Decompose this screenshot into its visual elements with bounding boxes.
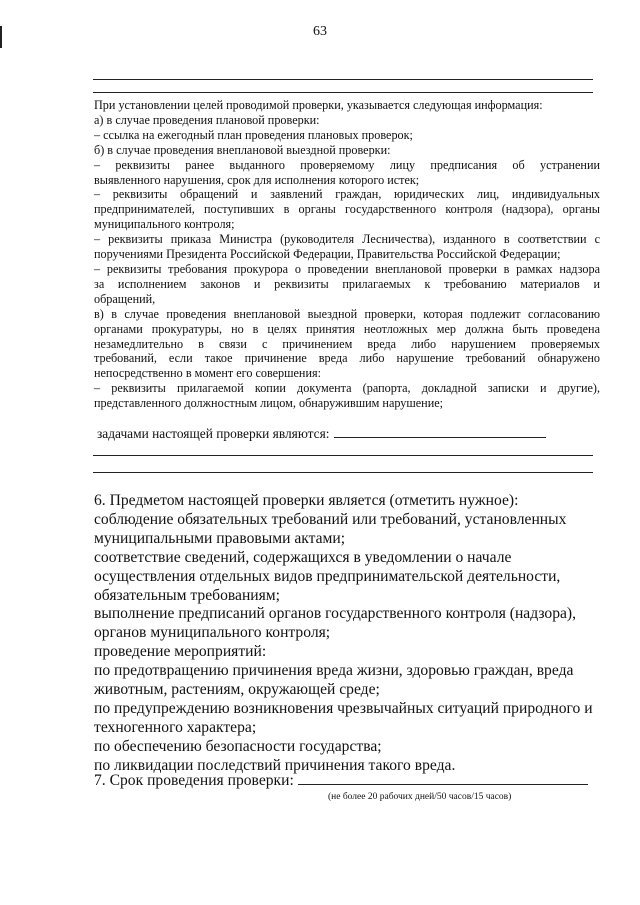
section-6-line: обязательным требованиям; xyxy=(94,586,281,604)
intro-line: – реквизиты требования прокурора о проведении внеплановой проверки в рамках надзора xyxy=(94,261,600,276)
section-6-option[interactable]: по предотвращению причинения вреда жизни, здоровью граждан, вреда xyxy=(94,662,574,680)
tasks-blank-field[interactable] xyxy=(334,426,546,438)
section-6-subject xyxy=(94,492,594,776)
intro-line: При установлении целей проводимой проверки, указывается следующая информация: xyxy=(94,98,543,112)
intro-line: – реквизиты ранее выданного проверяемому лицу предписания об устранении xyxy=(94,157,600,172)
goals-info-block xyxy=(94,98,600,411)
intro-line: органами прокуратуры, но в целях принятия неотложных мер должна быть проведена xyxy=(94,321,600,336)
section-6-option[interactable]: по ликвидации последствий причинения такого вреда. xyxy=(94,756,456,774)
section-6-option[interactable]: соблюдение обязательных требований или требований, установленных xyxy=(94,510,567,528)
tasks-blank-line-1[interactable] xyxy=(93,455,593,456)
intro-line: выявленного нарушения, срок для исполнения которого истек; xyxy=(94,172,420,187)
intro-line: незамедлительно в связи с причинением вреда либо нарушением проверяемых xyxy=(94,336,600,351)
section-6-option[interactable]: по обеспечению безопасности государства; xyxy=(94,737,382,755)
intro-line: обращений, xyxy=(94,291,156,306)
blank-line-top-2 xyxy=(93,92,593,93)
intro-line: непосредственно в момент его совершения: xyxy=(94,366,321,381)
section-7-term xyxy=(94,772,588,790)
section-6-option[interactable]: выполнение предписаний органов государственного контроля (надзора), xyxy=(94,605,577,623)
tasks-blank-line-2[interactable] xyxy=(93,472,593,473)
intro-line: поручениями Президента Российской Федерации, Правительства Российской Федерации; xyxy=(94,247,561,262)
section-7-label: 7. Срок проведения проверки: xyxy=(94,772,294,789)
intro-line: – реквизиты обращений и заявлений граждан, юридических лиц, индивидуальных xyxy=(94,187,600,202)
section-6-heading: 6. Предметом настоящей проверки является (отметить нужное): xyxy=(94,492,519,509)
page-number: 63 xyxy=(313,24,327,39)
intro-line: а) в случае проведения плановой проверки: xyxy=(94,112,320,127)
blank-line-top-1 xyxy=(93,79,593,80)
intro-line: – реквизиты прилагаемой копии документа (рапорта, докладной записки и другие), xyxy=(94,381,600,396)
section-6-line: осуществления отдельных видов предпринимательской деятельности, xyxy=(94,567,561,585)
section-6-option[interactable]: проведение мероприятий: xyxy=(94,643,267,661)
intro-line: б) в случае проведения внеплановой выездной проверки: xyxy=(94,142,391,157)
section-6-line: муниципальными правовыми актами; xyxy=(94,529,346,547)
section-6-line: животным, растениям, окружающей среде; xyxy=(94,681,380,699)
section-6-line: органов муниципального контроля; xyxy=(94,624,331,642)
tasks-line xyxy=(97,426,546,442)
intro-line: – ссылка на ежегодный план проведения плановых проверок; xyxy=(94,127,413,142)
intro-line: муниципального контроля; xyxy=(94,217,235,232)
section-6-option[interactable]: соответствие сведений, содержащихся в уведомлении о начале xyxy=(94,548,512,566)
tasks-label: задачами настоящей проверки являются: xyxy=(97,426,330,441)
intro-line: требований, если такое причинение вреда либо нарушение требований обнаружено xyxy=(94,351,600,366)
intro-line: за исполнением законов и реквизиты прилагаемых к требованию материалов и xyxy=(94,276,600,291)
section-6-option[interactable]: по предупреждению возникновения чрезвычайных ситуаций природного и xyxy=(94,699,593,717)
intro-line: представленного должностным лицом, обнаружившим нарушение; xyxy=(94,396,444,411)
term-blank-field[interactable] xyxy=(298,772,588,785)
term-hint: (не более 20 рабочих дней/50 часов/15 часов) xyxy=(328,792,512,802)
section-6-line: техногенного характера; xyxy=(94,718,257,736)
intro-line: в) в случае проведения внеплановой выездной проверки, которая подлежит согласованию xyxy=(94,306,600,321)
intro-line: – реквизиты приказа Министра (руководителя Лесничества), изданного в соответствии с xyxy=(94,232,600,247)
intro-line: предпринимателей, поступивших в органы государственного контроля (надзора), органы xyxy=(94,202,600,217)
